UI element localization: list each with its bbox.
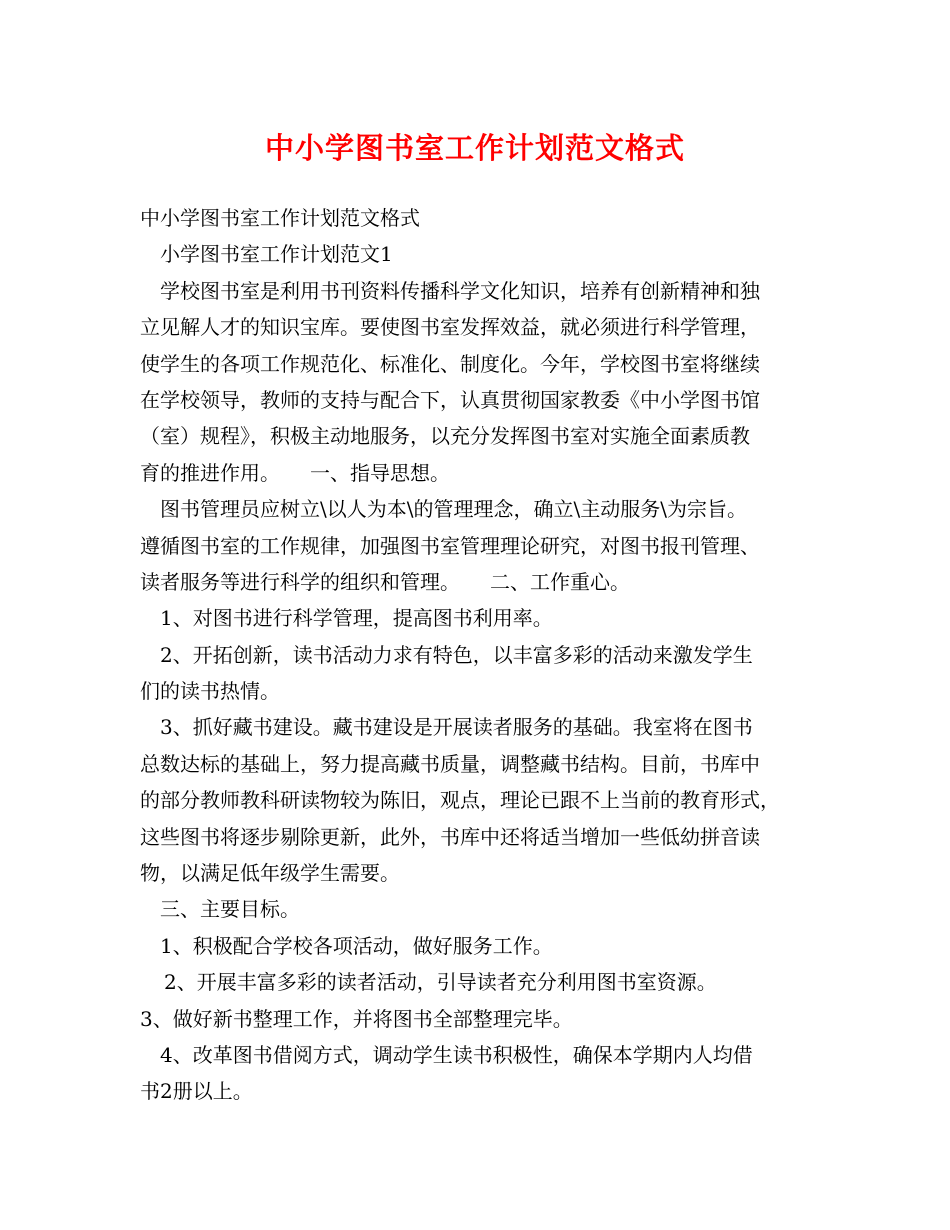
paragraph-line: 遵循图书室的工作规律，加强图书室管理理论研究，对图书报刊管理、 (140, 533, 760, 558)
section-heading: 三、主要目标。 (160, 897, 300, 922)
list-item: 2、开拓创新，读书活动力求有特色，以丰富多彩的活动来激发学生 (160, 642, 753, 667)
list-item: 4、改革图书借阅方式，调动学生读书积极性，确保本学期内人均借 (160, 1042, 753, 1067)
paragraph-line: 读者服务等进行科学的组织和管理。 二、工作重心。 (140, 569, 630, 594)
list-item-continuation: 的部分教师教科研读物较为陈旧，观点，理论已跟不上当前的教育形式， (140, 788, 780, 813)
list-item-continuation: 书2册以上。 (140, 1079, 253, 1104)
paragraph-line: 在学校领导，教师的支持与配合下，认真贯彻国家教委《中小学图书馆 (140, 387, 760, 412)
document-title: 中小学图书室工作计划范文格式 (264, 131, 685, 165)
paragraph-line: 使学生的各项工作规范化、标准化、制度化。今年，学校图书室将继续 (140, 351, 760, 376)
paragraph-line: 育的推进作用。 一、指导思想。 (140, 460, 450, 485)
section-heading: 小学图书室工作计划范文1 (160, 242, 393, 267)
list-item: 3、抓好藏书建设。藏书建设是开展读者服务的基础。我室将在图书 (160, 715, 753, 740)
list-item: 1、积极配合学校各项活动，做好服务工作。 (160, 933, 553, 958)
list-item-continuation: 们的读书热情。 (140, 679, 280, 704)
list-item: 3、做好新书整理工作，并将图书全部整理完毕。 (140, 1006, 573, 1031)
list-item-continuation: 总数达标的基础上，努力提高藏书质量，调整藏书结构。目前，书库中 (140, 751, 760, 776)
subtitle-line: 中小学图书室工作计划范文格式 (140, 206, 420, 230)
list-item: 1、对图书进行科学管理，提高图书利用率。 (160, 606, 553, 631)
paragraph-line: 图书管理员应树立\以人为本\的管理理念，确立\主动服务\为宗旨。 (160, 497, 747, 522)
document-body (140, 200, 820, 1110)
list-item-continuation: 物，以满足低年级学生需要。 (140, 861, 400, 886)
paragraph-line: 立见解人才的知识宝库。要使图书室发挥效益，就必须进行科学管理， (140, 315, 760, 340)
paragraph-line: （室）规程》，积极主动地服务，以充分发挥图书室对实施全面素质教 (140, 424, 750, 449)
list-item-continuation: 这些图书将逐步剔除更新，此外，书库中还将适当增加一些低幼拼音读 (140, 824, 760, 849)
list-item: 2、开展丰富多彩的读者活动，引导读者充分利用图书室资源。 (164, 970, 717, 995)
paragraph-line: 学校图书室是利用书刊资料传播科学文化知识，培养有创新精神和独 (160, 278, 760, 303)
